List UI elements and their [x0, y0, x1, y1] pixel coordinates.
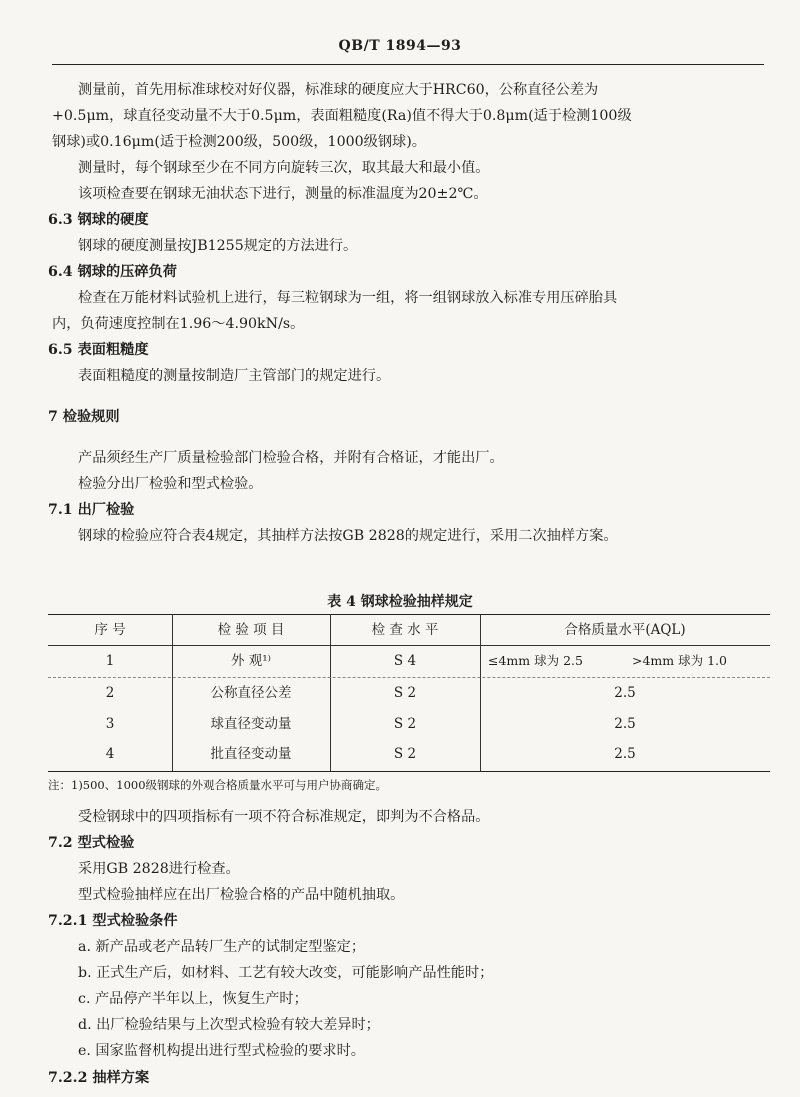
table-header-cell: 检 查 水 平	[371, 622, 439, 638]
chapter-heading: 7 检验规则	[48, 409, 120, 425]
paragraph-line: 内，负荷速度控制在1.96～4.90kN/s。	[52, 316, 305, 332]
section-heading: 7.2.2 抽样方案	[48, 1070, 150, 1086]
section-heading: 7.1 出厂检验	[48, 502, 135, 518]
paragraph-line: 测量时，每个钢球至少在不同方向旋转三次，取其最大和最小值。	[78, 160, 490, 176]
section-heading: 7.2 型式检验	[48, 835, 135, 851]
header-rule	[52, 64, 764, 65]
table-cell: 4	[105, 746, 115, 762]
table-cell: >4mm 球为 1.0	[632, 653, 727, 668]
list-item: a. 新产品或老产品转厂生产的试制定型鉴定；	[78, 939, 366, 955]
table-cell: 公称直径公差	[210, 685, 292, 701]
table-cell: S 2	[393, 716, 417, 732]
section-heading: 6.4 钢球的压碎负荷	[48, 264, 177, 280]
table-title: 表 4 钢球检验抽样规定	[327, 594, 473, 610]
paragraph-line: 采用GB 2828进行检查。	[78, 861, 240, 877]
paragraph-line: 产品须经生产厂质量检验部门检验合格，并附有合格证，才能出厂。	[78, 450, 504, 466]
paragraph-line: 型式检验抽样应在出厂检验合格的产品中随机抽取。	[78, 887, 405, 903]
table-cell: 批直径变动量	[210, 746, 292, 762]
paragraph-line: 钢球的硬度测量按JB1255规定的方法进行。	[78, 238, 358, 254]
table-cell: 2	[105, 685, 115, 701]
paragraph-line: 受检钢球中的四项指标有一项不符合标准规定，即判为不合格品。	[78, 809, 490, 825]
table-cell: S 4	[393, 653, 417, 669]
section-heading: 7.2.1 型式检验条件	[48, 913, 178, 929]
list-item: c. 产品停产半年以上，恢复生产时；	[78, 991, 308, 1007]
table-footnote: 注：1)500、1000级钢球的外观合格质量水平可与用户协商确定。	[48, 778, 388, 792]
table-cell: 外 观¹⁾	[230, 653, 272, 669]
table-cell: 2.5	[614, 746, 636, 762]
paragraph-line: 测量前，首先用标准球校对好仪器，标准球的硬度应大于HRC60，公称直径公差为	[78, 82, 599, 98]
table-header-cell: 合格质量水平(AQL)	[564, 622, 686, 638]
paragraph-line: 检验分出厂检验和型式检验。	[78, 476, 263, 492]
list-item: b. 正式生产后，如材料、工艺有较大改变，可能影响产品性能时；	[78, 965, 494, 981]
section-heading: 6.3 钢球的硬度	[48, 212, 149, 228]
paragraph-line: +0.5μm，球直径变动量不大于0.5μm，表面粗糙度(Ra)值不得大于0.8μm(适于检测100级	[52, 108, 632, 124]
page-header: QB/T 1894—93	[338, 38, 462, 54]
table-cell: 3	[105, 716, 115, 732]
table-header-cell: 检 验 项 目	[217, 622, 285, 638]
table-cell: 1	[105, 653, 115, 669]
table-cell: 2.5	[614, 685, 636, 701]
paragraph-line: 该项检查要在钢球无油状态下进行，测量的标准温度为20±2℃。	[78, 186, 488, 202]
list-item: d. 出厂检验结果与上次型式检验有较大差异时；	[78, 1017, 380, 1033]
table-cell: S 2	[393, 746, 417, 762]
table-bottom-rule	[48, 771, 770, 772]
table-header-rule	[48, 645, 770, 646]
list-item: e. 国家监督机构提出进行型式检验的要求时。	[78, 1043, 365, 1059]
table-cell: 球直径变动量	[210, 716, 292, 732]
paragraph-line: 钢球)或0.16μm(适于检测200级，500级，1000级钢球)。	[52, 134, 426, 150]
paragraph-line: 表面粗糙度的测量按制造厂主管部门的规定进行。	[78, 368, 391, 384]
table-top-rule	[48, 614, 770, 615]
table-cell: S 2	[393, 685, 417, 701]
table-header-cell: 序 号	[94, 622, 126, 638]
table-cell: 2.5	[614, 716, 636, 732]
paragraph-line: 检查在万能材料试验机上进行，每三粒钢球为一组，将一组钢球放入标准专用压碎胎具	[78, 290, 618, 306]
section-heading: 6.5 表面粗糙度	[48, 342, 149, 358]
table-cell: ≤4mm 球为 2.5	[488, 653, 583, 668]
paragraph-line: 钢球的检验应符合表4规定，其抽样方法按GB 2828的规定进行，采用二次抽样方案。	[78, 528, 618, 544]
table-row-rule	[48, 677, 770, 678]
